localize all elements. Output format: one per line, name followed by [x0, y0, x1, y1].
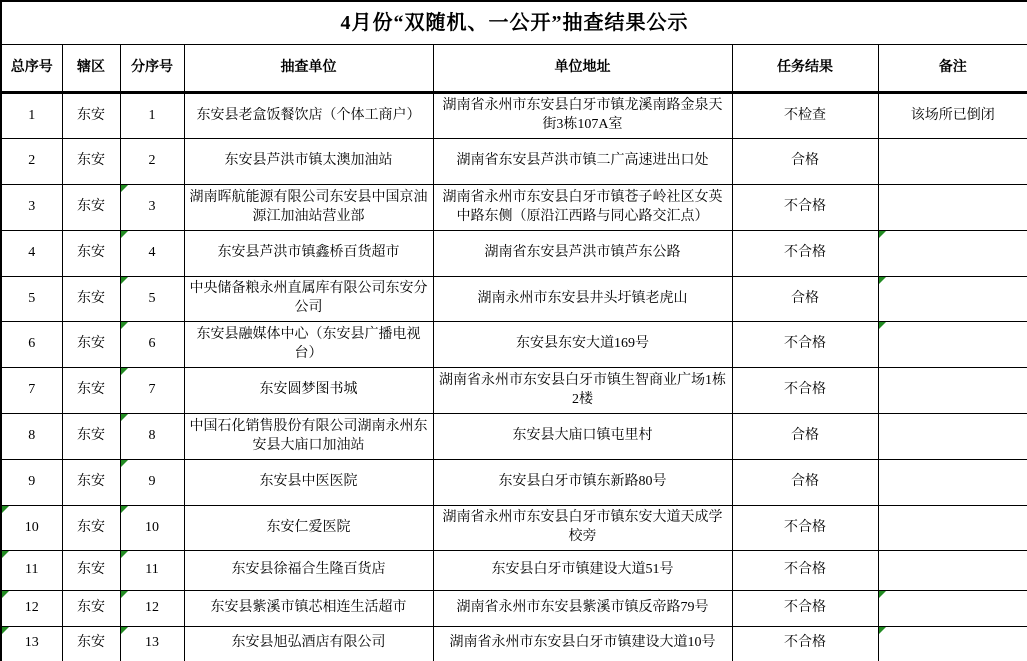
cell-district [62, 93, 120, 139]
cell-sub-serial [120, 591, 184, 627]
cell-value: 东安县大庙口镇屯里村 [512, 428, 653, 444]
cell-flag-triangle-icon [879, 277, 886, 284]
cell-unit-name [184, 277, 433, 322]
cell-value: 东安县芦洪市镇鑫桥百货超市 [217, 245, 400, 261]
cell-value: 湖南省永州市东安县紫溪市镇反帝路79号 [456, 600, 709, 616]
cell-value: 东安县老盒饭餐饮店（个体工商户） [196, 107, 421, 123]
cell-district [62, 460, 120, 506]
cell-sub-serial [120, 322, 184, 368]
header-total-serial: 总序号 [1, 45, 62, 93]
header-unit-name: 抽查单位 [184, 45, 433, 93]
cell-value: 11 [145, 562, 159, 578]
cell-district [62, 414, 120, 460]
cell-unit-name [184, 551, 433, 591]
table-row [1, 277, 1027, 322]
cell-value: 9 [28, 474, 36, 490]
cell-unit-name [184, 185, 433, 231]
cell-value: 6 [148, 336, 156, 352]
cell-value: 13 [24, 635, 39, 651]
cell-unit-address [433, 506, 732, 551]
cell-value: 东安 [77, 199, 105, 215]
table-row [1, 231, 1027, 277]
cell-value: 东安 [77, 336, 105, 352]
cell-unit-name [184, 368, 433, 414]
cell-sub-serial [120, 460, 184, 506]
cell-total-serial [1, 460, 62, 506]
cell-remark [878, 322, 1027, 368]
cell-value: 东安 [77, 474, 105, 490]
table-row [1, 551, 1027, 591]
cell-value: 东安县白牙市镇建设大道51号 [491, 562, 674, 578]
cell-value: 东安 [77, 382, 105, 398]
cell-flag-triangle-icon [879, 591, 886, 598]
cell-value: 6 [28, 336, 36, 352]
cell-remark [878, 551, 1027, 591]
cell-value: 东安县东安大道169号 [516, 336, 649, 352]
cell-total-serial [1, 414, 62, 460]
cell-task-result [732, 139, 878, 185]
cell-task-result [732, 93, 878, 139]
cell-value: 不合格 [784, 519, 826, 535]
table-row [1, 185, 1027, 231]
cell-remark [878, 185, 1027, 231]
cell-value: 东安县融媒体中心（东安县广播电视台） [196, 326, 421, 361]
cell-value: 合格 [791, 153, 819, 169]
cell-district [62, 368, 120, 414]
cell-sub-serial [120, 414, 184, 460]
cell-flag-triangle-icon [121, 460, 128, 467]
cell-value: 湖南省东安县芦洪市镇芦东公路 [484, 245, 681, 261]
cell-district [62, 185, 120, 231]
cell-value: 东安县中医医院 [259, 474, 358, 490]
table-row [1, 322, 1027, 368]
cell-value: 东安 [77, 290, 105, 306]
cell-value: 东安县旭弘酒店有限公司 [231, 635, 386, 651]
cell-remark [878, 627, 1027, 661]
cell-flag-triangle-icon [2, 591, 9, 598]
cell-value: 13 [145, 635, 159, 651]
cell-task-result [732, 231, 878, 277]
cell-value: 5 [28, 290, 36, 306]
cell-district [62, 591, 120, 627]
cell-district [62, 627, 120, 661]
cell-value: 10 [145, 519, 159, 535]
table-row [1, 591, 1027, 627]
cell-value: 湖南省永州市东安县白牙市镇生智商业广场1栋2楼 [439, 372, 726, 407]
cell-sub-serial [120, 93, 184, 139]
cell-value: 湖南省永州市东安县白牙市镇龙溪南路金泉天街3栋107A室 [442, 98, 723, 132]
cell-value: 湖南省永州市东安县白牙市镇东安大道天成学校旁 [442, 510, 723, 544]
cell-value: 东安仁爱医院 [266, 519, 351, 535]
cell-value: 合格 [791, 428, 819, 444]
cell-unit-name [184, 627, 433, 661]
cell-total-serial [1, 93, 62, 139]
cell-value: 9 [148, 474, 156, 490]
cell-value: 该场所已倒闭 [910, 107, 995, 123]
cell-district [62, 322, 120, 368]
cell-value: 不合格 [784, 199, 826, 215]
cell-flag-triangle-icon [121, 322, 128, 329]
cell-value: 不合格 [784, 382, 826, 398]
table-row [1, 139, 1027, 185]
cell-unit-name [184, 322, 433, 368]
cell-unit-address [433, 627, 732, 661]
cell-flag-triangle-icon [121, 414, 128, 421]
cell-sub-serial [120, 185, 184, 231]
cell-value: 东安县白牙市镇东新路80号 [498, 474, 667, 490]
table-row [1, 460, 1027, 506]
cell-value: 东安 [77, 428, 105, 444]
cell-flag-triangle-icon [121, 627, 128, 634]
cell-total-serial [1, 139, 62, 185]
page-title: 4月份“双随机、一公开”抽查结果公示 [1, 1, 1027, 45]
cell-value: 合格 [791, 290, 819, 306]
cell-value: 中国石化销售股份有限公司湖南永州东安县大庙口加油站 [189, 418, 428, 453]
header-unit-address: 单位地址 [433, 45, 732, 93]
cell-district [62, 506, 120, 551]
cell-value: 东安 [77, 245, 105, 261]
cell-sub-serial [120, 627, 184, 661]
cell-flag-triangle-icon [121, 551, 128, 558]
cell-flag-triangle-icon [2, 506, 9, 513]
cell-sub-serial [120, 277, 184, 322]
cell-value: 湖南省东安县芦洪市镇二广高速进出口处 [456, 153, 709, 169]
cell-sub-serial [120, 551, 184, 591]
cell-value: 东安县紫溪市镇芯相连生活超市 [210, 600, 407, 616]
cell-unit-name [184, 139, 433, 185]
cell-value: 东安 [77, 519, 105, 535]
cell-remark [878, 460, 1027, 506]
cell-value: 5 [148, 290, 156, 306]
cell-unit-address [433, 139, 732, 185]
cell-remark [878, 231, 1027, 277]
cell-district [62, 139, 120, 185]
cell-value: 7 [148, 382, 156, 398]
cell-value: 2 [28, 153, 36, 169]
cell-value: 1 [148, 107, 156, 123]
cell-value: 东安 [77, 153, 105, 169]
cell-task-result [732, 277, 878, 322]
cell-sub-serial [120, 506, 184, 551]
cell-unit-address [433, 185, 732, 231]
cell-district [62, 277, 120, 322]
table-row [1, 93, 1027, 139]
cell-flag-triangle-icon [2, 551, 9, 558]
cell-value: 湖南省永州市东安县白牙市镇苍子岭社区女英中路东侧（原沿江西路与同心路交汇点） [442, 189, 723, 224]
cell-value: 8 [148, 428, 156, 444]
cell-total-serial [1, 627, 62, 661]
cell-unit-name [184, 414, 433, 460]
cell-task-result [732, 368, 878, 414]
cell-sub-serial [120, 368, 184, 414]
cell-unit-address [433, 93, 732, 139]
cell-value: 东安 [77, 635, 105, 651]
cell-unit-address [433, 551, 732, 591]
cell-value: 1 [28, 107, 36, 123]
cell-value: 不合格 [784, 635, 826, 651]
cell-total-serial [1, 231, 62, 277]
cell-total-serial [1, 591, 62, 627]
cell-unit-name [184, 231, 433, 277]
cell-task-result [732, 322, 878, 368]
cell-flag-triangle-icon [121, 591, 128, 598]
cell-remark [878, 591, 1027, 627]
cell-unit-address [433, 591, 732, 627]
cell-total-serial [1, 551, 62, 591]
cell-value: 湖南永州市东安县井头圩镇老虎山 [477, 290, 688, 306]
cell-remark [878, 506, 1027, 551]
cell-flag-triangle-icon [2, 627, 9, 634]
table-row [1, 627, 1027, 661]
cell-unit-address [433, 368, 732, 414]
cell-value: 不合格 [784, 245, 826, 261]
table-row [1, 414, 1027, 460]
table-row [1, 368, 1027, 414]
cell-sub-serial [120, 231, 184, 277]
header-task-result: 任务结果 [732, 45, 878, 93]
cell-flag-triangle-icon [121, 368, 128, 375]
cell-total-serial [1, 185, 62, 231]
cell-remark [878, 139, 1027, 185]
cell-task-result [732, 627, 878, 661]
table-body [1, 93, 1027, 661]
cell-value: 东安圆梦图书城 [259, 382, 358, 398]
header-remark: 备注 [878, 45, 1027, 93]
cell-value: 8 [28, 428, 36, 444]
cell-value: 东安 [77, 107, 105, 123]
cell-value: 不合格 [784, 600, 826, 616]
cell-value: 3 [148, 199, 156, 215]
cell-total-serial [1, 322, 62, 368]
cell-district [62, 231, 120, 277]
cell-total-serial [1, 506, 62, 551]
cell-value: 4 [28, 245, 36, 261]
cell-value: 2 [148, 153, 156, 169]
header-row [1, 45, 1027, 93]
cell-value: 湖南省永州市东安县白牙市镇建设大道10号 [449, 635, 716, 651]
cell-flag-triangle-icon [121, 506, 128, 513]
cell-value: 10 [24, 519, 39, 535]
cell-remark [878, 414, 1027, 460]
cell-unit-name [184, 506, 433, 551]
cell-value: 不检查 [784, 107, 826, 123]
cell-task-result [732, 551, 878, 591]
cell-value: 东安 [77, 600, 105, 616]
cell-task-result [732, 506, 878, 551]
cell-value: 东安县芦洪市镇太澳加油站 [224, 153, 393, 169]
cell-flag-triangle-icon [879, 627, 886, 634]
cell-value: 湖南晖航能源有限公司东安县中国京油源江加油站营业部 [189, 189, 428, 224]
cell-total-serial [1, 277, 62, 322]
cell-value: 东安 [77, 562, 105, 578]
cell-flag-triangle-icon [879, 322, 886, 329]
cell-unit-name [184, 93, 433, 139]
cell-flag-triangle-icon [121, 277, 128, 284]
cell-value: 东安县徐福合生隆百货店 [231, 562, 386, 578]
cell-unit-name [184, 591, 433, 627]
cell-total-serial [1, 368, 62, 414]
cell-task-result [732, 460, 878, 506]
cell-task-result [732, 185, 878, 231]
cell-value: 不合格 [784, 562, 826, 578]
cell-value: 3 [28, 199, 36, 215]
cell-remark [878, 93, 1027, 139]
cell-sub-serial [120, 139, 184, 185]
cell-remark [878, 368, 1027, 414]
cell-unit-name [184, 460, 433, 506]
cell-flag-triangle-icon [879, 231, 886, 238]
header-district: 辖区 [62, 45, 120, 93]
cell-value: 4 [148, 245, 156, 261]
cell-unit-address [433, 322, 732, 368]
cell-task-result [732, 414, 878, 460]
cell-unit-address [433, 277, 732, 322]
header-sub-serial: 分序号 [120, 45, 184, 93]
cell-value: 12 [145, 600, 159, 616]
cell-value: 11 [25, 562, 39, 578]
cell-value: 合格 [791, 474, 819, 490]
cell-remark [878, 277, 1027, 322]
cell-value: 中央储备粮永州直属库有限公司东安分公司 [189, 281, 428, 315]
title-row [1, 1, 1027, 45]
cell-value: 7 [28, 382, 36, 398]
cell-unit-address [433, 414, 732, 460]
cell-value: 不合格 [784, 336, 826, 352]
cell-flag-triangle-icon [121, 185, 128, 192]
cell-value: 12 [24, 600, 39, 616]
cell-district [62, 551, 120, 591]
cell-flag-triangle-icon [121, 231, 128, 238]
cell-task-result [732, 591, 878, 627]
cell-unit-address [433, 460, 732, 506]
cell-unit-address [433, 231, 732, 277]
table-row [1, 506, 1027, 551]
